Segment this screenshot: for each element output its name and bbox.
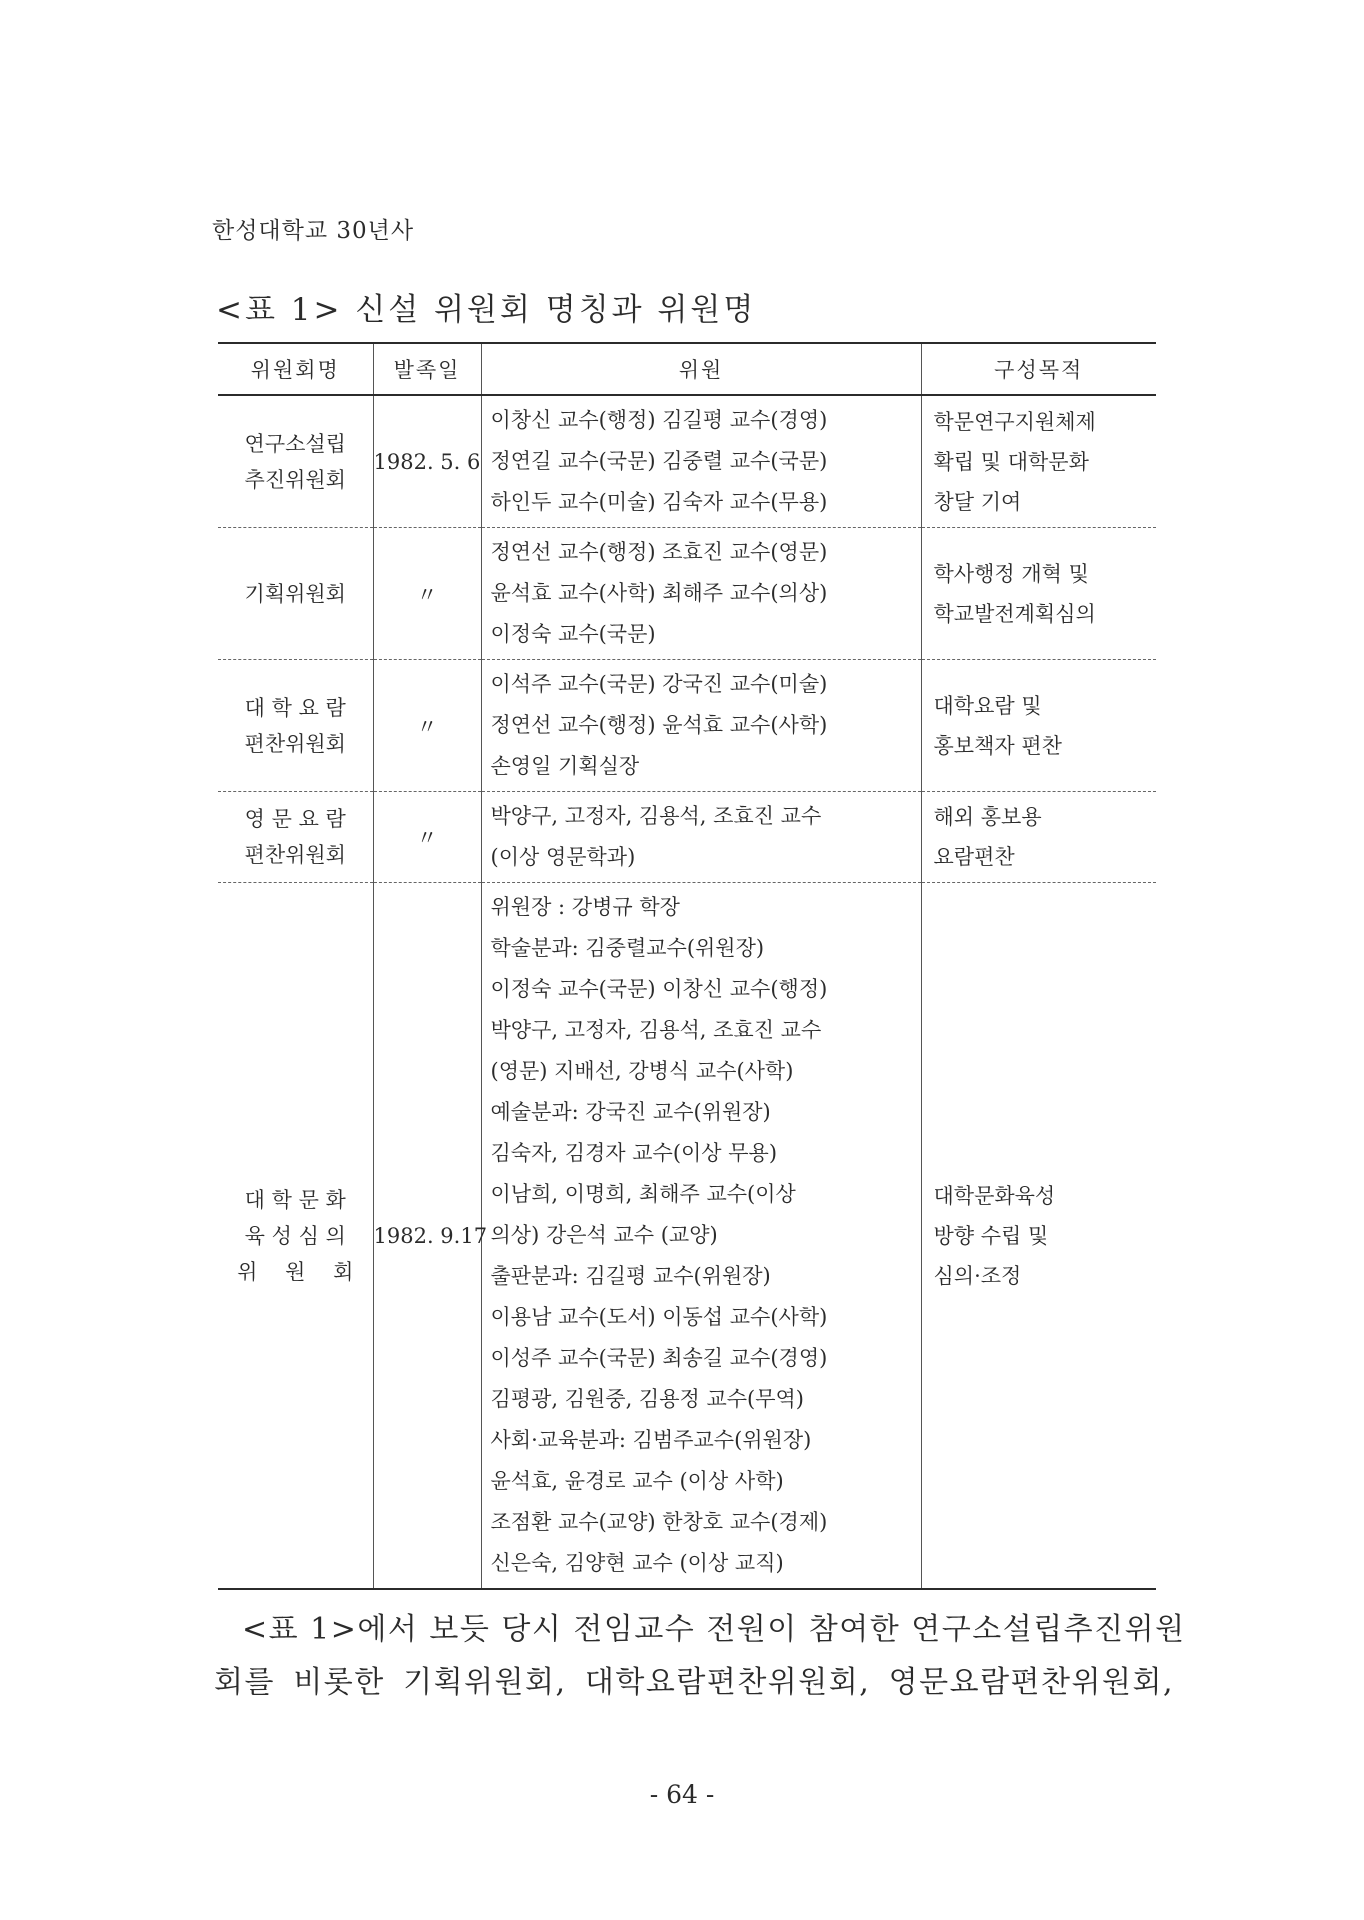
members-line: 박양구, 고정자, 김용석, 조효진 교수 bbox=[490, 1018, 822, 1042]
members-line: 신은숙, 김양현 교수 (이상 교직) bbox=[490, 1551, 784, 1575]
committee-name-line: 대 학 요 람 bbox=[244, 695, 346, 720]
committee-name-line: 기획위원회 bbox=[244, 581, 346, 606]
members-line: 이창신 교수(행정) 김길평 교수(경영) bbox=[490, 408, 828, 432]
committee-name-line: 대 학 문 화 bbox=[244, 1187, 346, 1212]
launch-date-cell: 1982. 9.17 bbox=[373, 883, 481, 1590]
table-row bbox=[218, 883, 1156, 1590]
running-header: 한성대학교 30년사 bbox=[212, 218, 415, 244]
purpose-cell bbox=[921, 660, 1156, 792]
launch-date-cell: 〃 bbox=[373, 660, 481, 792]
table-row bbox=[218, 792, 1156, 883]
committee-name-cell bbox=[218, 528, 373, 660]
purpose-line: 요람편찬 bbox=[933, 845, 1015, 869]
members-line: 손영일 기획실장 bbox=[490, 754, 640, 778]
members-line: (영문) 지배선, 강병식 교수(사학) bbox=[490, 1059, 794, 1083]
members-line: 사회·교육분과: 김범주교수(위원장) bbox=[490, 1428, 812, 1452]
launch-date-cell: 〃 bbox=[373, 792, 481, 883]
members-line: 조점환 교수(교양) 한창호 교수(경제) bbox=[490, 1510, 828, 1534]
members-line: 하인두 교수(미술) 김숙자 교수(무용) bbox=[490, 490, 828, 514]
purpose-line: 해외 홍보용 bbox=[933, 805, 1042, 829]
purpose-line: 대학문화육성 bbox=[933, 1183, 1056, 1208]
paragraph-line: <표 1>에서 보듯 당시 전임교수 전원이 참여한 연구소설립추진위원 bbox=[242, 1612, 1186, 1647]
members-line: 정연길 교수(국문) 김중렬 교수(국문) bbox=[490, 449, 828, 473]
committee-name-cell bbox=[218, 660, 373, 792]
table-row bbox=[218, 528, 1156, 660]
body-paragraph bbox=[214, 1603, 1186, 1709]
purpose-line: 심의·조정 bbox=[933, 1263, 1022, 1288]
members-line: 정연선 교수(행정) 윤석효 교수(사학) bbox=[490, 713, 828, 737]
table-caption: <표 1> 신설 위원회 명칭과 위원명 bbox=[216, 292, 757, 328]
committee-name-line: 육 성 심 의 bbox=[244, 1223, 346, 1248]
members-line: 이석주 교수(국문) 강국진 교수(미술) bbox=[490, 672, 828, 696]
column-header-launch-date: 발족일 bbox=[373, 343, 481, 395]
committee-name-line: 위 원 회 bbox=[237, 1259, 354, 1284]
paragraph-line: 회를 비롯한 기획위원회, 대학요람편찬위원회, 영문요람편찬위원회, bbox=[214, 1665, 1174, 1700]
purpose-line: 방향 수립 및 bbox=[933, 1223, 1049, 1248]
committee-name-line: 편찬위원회 bbox=[244, 731, 346, 756]
column-header-committee-name: 위원회명 bbox=[218, 343, 373, 395]
purpose-line: 학교발전계획심의 bbox=[933, 601, 1096, 626]
launch-date-cell: 〃 bbox=[373, 528, 481, 660]
purpose-line: 학사행정 개혁 및 bbox=[933, 561, 1089, 586]
members-line: 학술분과: 김중렬교수(위원장) bbox=[490, 936, 765, 960]
table-row bbox=[218, 660, 1156, 792]
members-line: 이정숙 교수(국문) 이창신 교수(행정) bbox=[490, 977, 828, 1001]
members-line: 위원장 : 강병규 학장 bbox=[490, 895, 680, 919]
members-line: 이정숙 교수(국문) bbox=[490, 622, 656, 646]
purpose-cell bbox=[921, 792, 1156, 883]
launch-date-cell: 1982. 5. 6 bbox=[373, 395, 481, 528]
purpose-line: 확립 및 대학문화 bbox=[933, 449, 1089, 474]
committee-name-cell bbox=[218, 395, 373, 528]
table-row bbox=[218, 395, 1156, 528]
committee-name-line: 연구소설립 bbox=[244, 431, 346, 456]
members-line: (이상 영문학과) bbox=[490, 845, 636, 869]
members-line: 김평광, 김원중, 김용정 교수(무역) bbox=[490, 1387, 804, 1411]
members-cell bbox=[481, 395, 921, 528]
committee-name-line: 영 문 요 람 bbox=[244, 807, 346, 831]
table-header-row bbox=[218, 343, 1156, 395]
column-header-members: 위원 bbox=[481, 343, 921, 395]
purpose-cell bbox=[921, 528, 1156, 660]
members-cell bbox=[481, 883, 921, 1590]
committee-table bbox=[218, 342, 1156, 1590]
page-number: - 64 - bbox=[649, 1780, 715, 1809]
committee-name-line: 추진위원회 bbox=[244, 467, 346, 492]
purpose-cell bbox=[921, 883, 1156, 1590]
members-line: 이성주 교수(국문) 최송길 교수(경영) bbox=[490, 1346, 828, 1370]
committee-name-cell bbox=[218, 883, 373, 1590]
purpose-line: 홍보책자 편찬 bbox=[933, 733, 1062, 758]
members-line: 정연선 교수(행정) 조효진 교수(영문) bbox=[490, 540, 828, 564]
members-line: 출판분과: 김길평 교수(위원장) bbox=[490, 1264, 771, 1288]
members-cell bbox=[481, 528, 921, 660]
members-line: 의상) 강은석 교수 (교양) bbox=[490, 1223, 718, 1247]
purpose-line: 창달 기여 bbox=[933, 489, 1022, 514]
purpose-cell bbox=[921, 395, 1156, 528]
column-header-purpose: 구성목적 bbox=[921, 343, 1156, 395]
members-line: 예술분과: 강국진 교수(위원장) bbox=[490, 1100, 771, 1124]
members-cell bbox=[481, 792, 921, 883]
members-line: 김숙자, 김경자 교수(이상 무용) bbox=[490, 1141, 778, 1165]
committee-name-cell bbox=[218, 792, 373, 883]
purpose-line: 학문연구지원체제 bbox=[933, 409, 1096, 434]
members-line: 박양구, 고정자, 김용석, 조효진 교수 bbox=[490, 804, 822, 828]
committee-name-line: 편찬위원회 bbox=[244, 843, 346, 867]
members-line: 윤석효 교수(사학) 최해주 교수(의상) bbox=[490, 581, 828, 605]
members-line: 이용남 교수(도서) 이동섭 교수(사학) bbox=[490, 1305, 828, 1329]
members-cell bbox=[481, 660, 921, 792]
members-line: 이남희, 이명희, 최해주 교수(이상 bbox=[490, 1182, 796, 1206]
purpose-line: 대학요람 및 bbox=[933, 693, 1042, 718]
members-line: 윤석효, 윤경로 교수 (이상 사학) bbox=[490, 1469, 784, 1493]
